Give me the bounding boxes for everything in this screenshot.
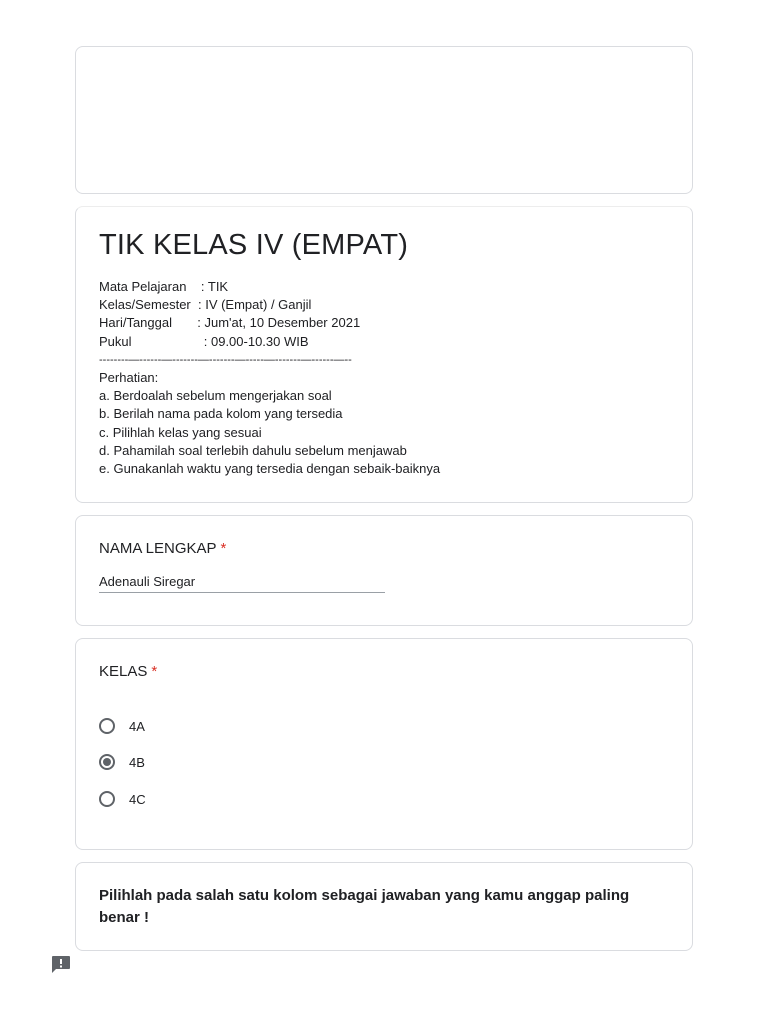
form-title: TIK KELAS IV (EMPAT): [99, 229, 409, 261]
description-line: e. Gunakanlah waktu yang tersedia dengan sebaik-baiknya: [99, 460, 441, 476]
radio-button[interactable]: [99, 791, 115, 807]
radio-option-4b[interactable]: [99, 752, 145, 772]
radio-button[interactable]: [99, 718, 115, 734]
description-line: Mata Pelajaran : TIK: [99, 279, 229, 294]
instruction-card: [75, 862, 693, 951]
question-title-text: NAMA LENGKAP: [99, 540, 217, 557]
question-card-name: [75, 515, 693, 626]
description-line: a. Berdoalah sebelum mengerjakan soal: [99, 388, 332, 404]
description-line: Pukul : 09.00-10.30 WIB: [99, 333, 309, 349]
radio-option-label: 4A: [129, 718, 145, 734]
radio-option-label: 4C: [129, 791, 146, 807]
question-title-name: [99, 540, 226, 557]
description-line: c. Pilihlah kelas yang sesuai: [99, 424, 262, 440]
header-banner-card: [75, 46, 693, 194]
radio-button-selected[interactable]: [99, 754, 115, 770]
report-issue-icon[interactable]: [50, 955, 71, 974]
required-asterisk: *: [151, 663, 158, 680]
form-title-card: [75, 206, 693, 503]
name-answer-value: Adenauli Siregar: [99, 574, 196, 589]
description-line: b. Berilah nama pada kolom yang tersedia: [99, 406, 343, 422]
question-title-text: KELAS: [99, 663, 148, 680]
instruction-text: Pilihlah pada salah satu kolom sebagai jawaban yang kamu anggap paling benar !: [99, 887, 630, 926]
question-title-kelas: [99, 663, 157, 680]
report-issue-icon-svg: [50, 955, 71, 974]
required-asterisk: *: [220, 540, 227, 557]
form-description: [99, 278, 440, 478]
description-line: Kelas/Semester : IV (Empat) / Ganjil: [99, 297, 312, 313]
question-card-kelas: [75, 638, 693, 850]
description-line: d. Pahamilah soal terlebih dahulu sebelum menjawab: [99, 442, 407, 458]
name-answer-field[interactable]: [99, 573, 385, 593]
radio-option-label: 4B: [129, 754, 145, 770]
radio-option-4a[interactable]: [99, 716, 145, 736]
description-line: Hari/Tanggal : Jum'at, 10 Desember 2021: [99, 315, 361, 331]
description-line: Perhatian:: [99, 369, 159, 385]
radio-option-4c[interactable]: [99, 789, 146, 809]
description-divider: --------—------—-------—-------—-----—-------—------—--: [99, 353, 352, 366]
